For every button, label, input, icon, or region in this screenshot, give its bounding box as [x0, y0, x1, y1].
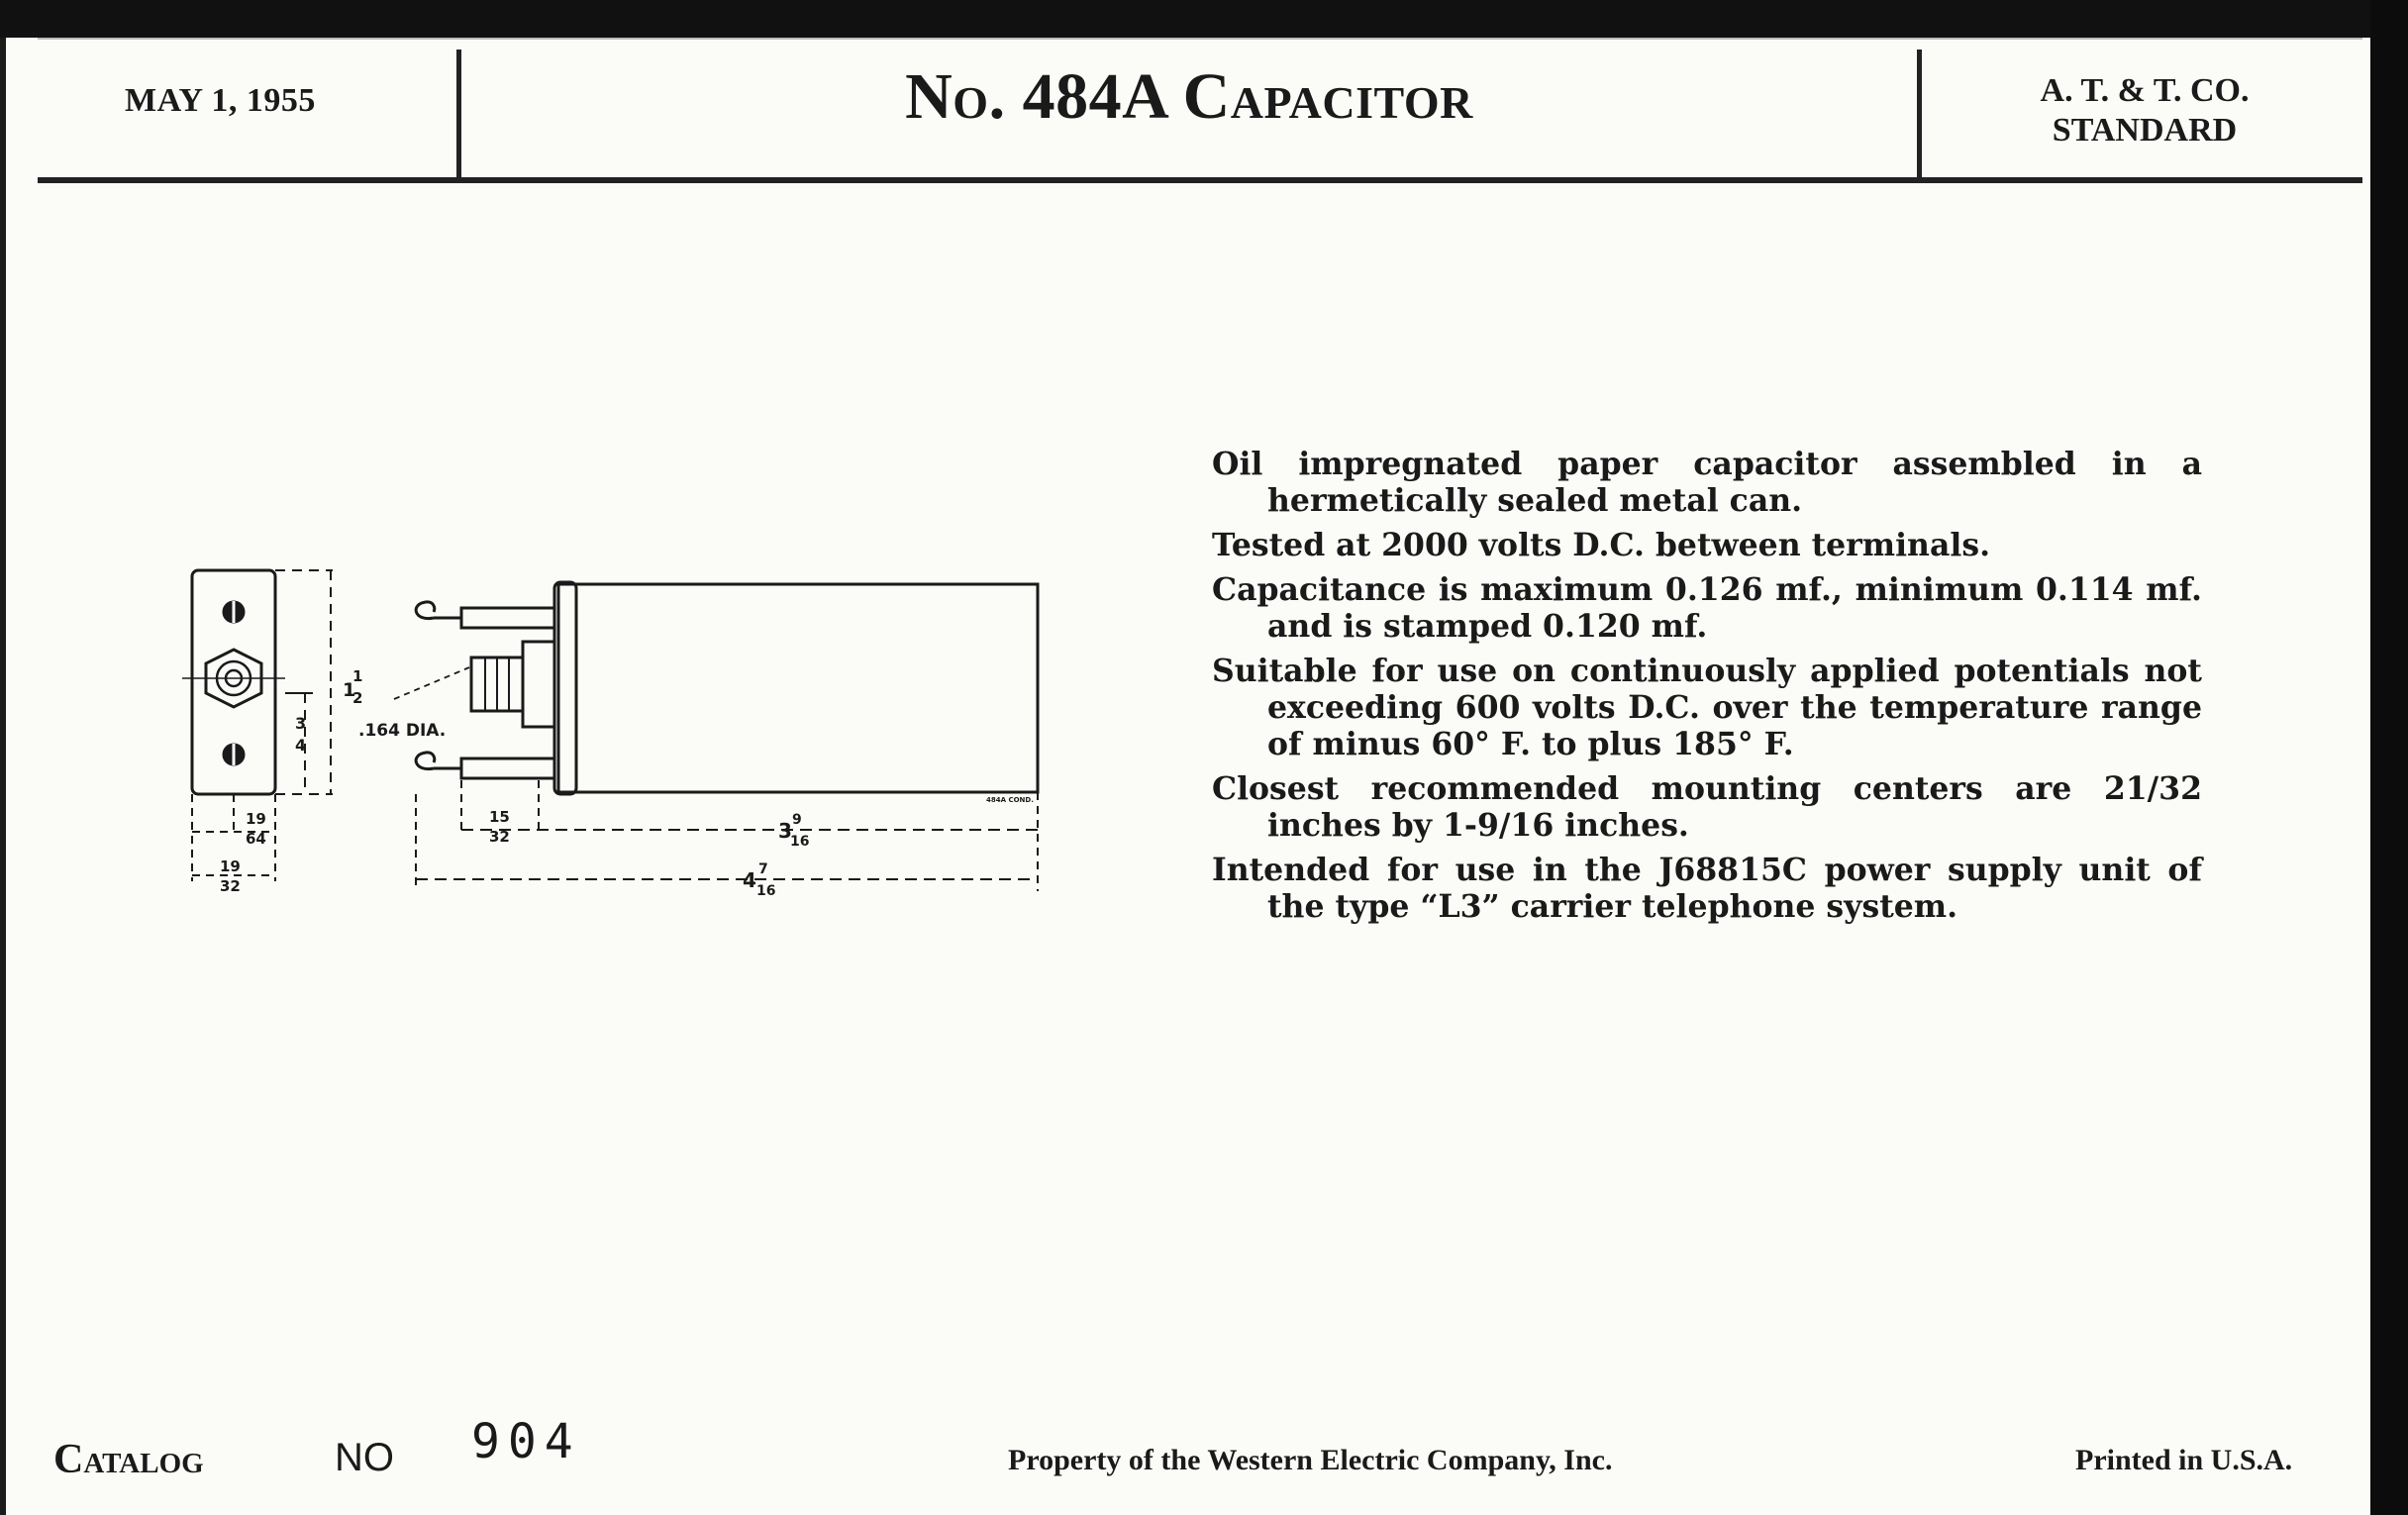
marking-text: 484A COND.: [986, 796, 1034, 804]
catalog-label: Catalog: [53, 1437, 204, 1482]
catalog-no-label: NO: [335, 1436, 394, 1479]
dim-body-whole: 3: [778, 819, 792, 843]
description-paragraph: Closest recommended mounting centers are 21/32 inches by 1-9/16 inches.: [1212, 770, 2202, 844]
dim-1932-den: 32: [220, 877, 241, 895]
terminal-lug-top: [461, 608, 554, 628]
standard-line-2: STANDARD: [2052, 112, 2238, 149]
page-title: No. 484A Capacitor: [905, 60, 1473, 133]
dim-height-den: 2: [352, 689, 363, 707]
property-notice: Property of the Western Electric Company, Inc.: [1008, 1444, 1613, 1476]
catalog-number: 904: [471, 1414, 581, 1469]
scan-border-right: [2370, 0, 2408, 1515]
terminal-lug-bottom: [461, 758, 554, 778]
header-top-rule: [38, 38, 2362, 40]
dim-34-den: 4: [295, 736, 307, 755]
description-paragraph: Oil impregnated paper capacitor assembled in a hermetically sealed metal can.: [1212, 446, 2202, 519]
dim-1932-num: 19: [220, 858, 241, 875]
terminal-hook-bottom: [416, 753, 435, 769]
terminal-hook-top: [416, 602, 435, 619]
dim-height-num: 1: [352, 667, 363, 685]
dim-1532-den: 32: [489, 828, 510, 846]
description-paragraph: Suitable for use on continuously applied potentials not exceeding 600 volts D.C. over the temperature range of minus 60° F. to plus 185° F.: [1212, 653, 2202, 762]
description-paragraph: Tested at 2000 volts D.C. between terminals.: [1212, 527, 1991, 563]
description-paragraph: Intended for use in the J68815C power supply unit of the type “L3” carrier telephone system.: [1212, 852, 2202, 925]
description: [1212, 446, 2202, 933]
issue-date: MAY 1, 1955: [125, 82, 316, 119]
dim-hole-dia: .164 DIA.: [358, 721, 447, 741]
dim-height-whole: 1: [343, 679, 356, 701]
dim-1964-num: 19: [246, 810, 266, 828]
dim-body-num: 9: [792, 812, 802, 828]
dim-1532-num: 15: [489, 808, 510, 826]
scan-border-top: [0, 0, 2408, 38]
catalog-sheet: [6, 38, 2370, 1515]
standard-label: [1937, 71, 2353, 151]
capacitor-drawing: [174, 513, 1065, 929]
dim-1964-den: 64: [246, 830, 266, 848]
header-rule: [38, 177, 2362, 183]
printed-notice: Printed in U.S.A.: [2075, 1444, 2293, 1476]
capacitor-can: [558, 584, 1038, 792]
standard-line-1: A. T. & T. CO.: [2040, 72, 2250, 109]
dim-overall-num: 7: [758, 861, 768, 877]
description-paragraph: Capacitance is maximum 0.126 mf., minimum 0.114 mf. and is stamped 0.120 mf.: [1212, 571, 2202, 645]
dim-overall-den: 16: [756, 883, 776, 899]
dim-overall-whole: 4: [743, 868, 756, 892]
dim-body-den: 16: [790, 834, 810, 850]
dim-34-num: 3: [295, 714, 307, 733]
